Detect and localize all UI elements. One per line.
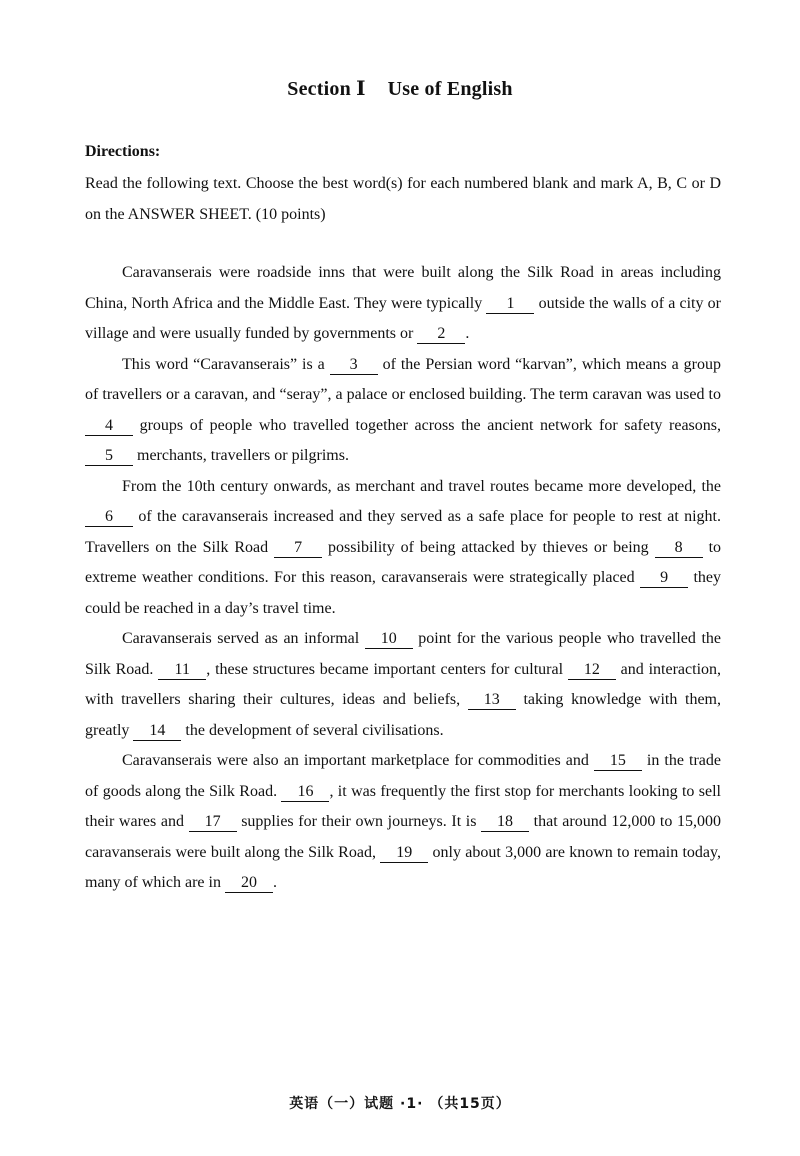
cloze-passage: [85, 258, 721, 899]
blank-7: 7: [274, 539, 322, 558]
text-segment: of the Persian word “karvan”, which means a group of travellers or a caravan, and “seray”, a palace or enclosed building. The term caravan was used to: [85, 355, 721, 403]
directions-text: Read the following text. Choose the best word(s) for each numbered blank and mark A, B, C or D on the ANSWER SHEET. (10 points): [85, 175, 721, 223]
page-footer: 英语（一）试题 ·1· （共15页）: [289, 1096, 511, 1112]
text-segment: to extreme weather conditions. For this reason, caravanserais were strategically placed: [85, 538, 722, 586]
text-segment: possibility of being attacked by thieves or being: [322, 538, 655, 556]
blank-3: 3: [330, 356, 378, 375]
text-segment: merchants, travellers or pilgrims.: [133, 447, 349, 464]
section-number: Section Ⅰ: [287, 78, 366, 100]
text-segment: only about 3,000 are known to remain today, many of which are in: [85, 843, 721, 891]
text-segment: .: [272, 874, 277, 891]
blank-11: 11: [158, 661, 206, 680]
blank-15: 15: [594, 752, 642, 771]
paragraph-4: [85, 624, 721, 746]
text-segment: that around 12,000 to 15,000 caravanserais were built along the Silk Road,: [85, 813, 721, 861]
text-segment: Caravanserais served as an informal: [122, 630, 365, 647]
blank-6: 6: [85, 508, 133, 527]
blank-18: 18: [481, 813, 529, 832]
text-segment: , these structures became important centers for cultural: [206, 660, 568, 678]
text-segment: supplies for their own journeys. It is: [236, 813, 482, 830]
blank-9: 9: [640, 569, 688, 588]
text-segment: taking knowledge with them, greatly: [85, 691, 721, 739]
blank-4: 4: [85, 417, 133, 436]
text-segment: This word “Caravanserais” is a: [122, 355, 330, 373]
text-segment: point for the various people who travelled the Silk Road.: [85, 630, 721, 678]
text-segment: From the 10th century onwards, as merchant and travel routes became more developed, the: [122, 477, 721, 495]
section-name: Use of English: [387, 78, 513, 100]
paragraph-2: [85, 350, 721, 472]
text-segment: they could be reached in a day’s travel time.: [85, 569, 722, 617]
blank-17: 17: [189, 813, 237, 832]
blank-13: 13: [468, 691, 516, 710]
blank-20: 20: [225, 874, 273, 893]
blank-12: 12: [568, 661, 616, 680]
blank-1: 1: [486, 295, 534, 314]
blank-10: 10: [365, 630, 413, 649]
paragraph-1: [85, 258, 721, 350]
text-segment: Caravanserais were also an important marketplace for commodities and: [122, 752, 594, 769]
text-segment: .: [465, 325, 470, 342]
paragraph-3: [85, 472, 721, 625]
text-segment: of the caravanserais increased and they served as a safe place for people to rest at night. Travellers on the Silk Road: [85, 508, 721, 556]
blank-5: 5: [85, 447, 133, 466]
text-segment: , it was frequently the first stop for merchants looking to sell their wares and: [85, 782, 721, 830]
text-segment: the development of several civilisations.: [181, 721, 444, 739]
text-segment: outside the walls of a city or village and were usually funded by governments or: [85, 294, 722, 342]
blank-14: 14: [133, 722, 181, 741]
text-segment: Caravanserais were roadside inns that were built along the Silk Road in areas including China, North Africa and the Middle East. They were typically: [85, 264, 721, 312]
text-segment: in the trade of goods along the Silk Road.: [85, 752, 721, 800]
blank-8: 8: [655, 539, 703, 558]
text-segment: groups of people who travelled together across the ancient network for safety reasons,: [133, 416, 721, 434]
directions-heading: Directions:: [85, 143, 161, 160]
blank-16: 16: [281, 783, 329, 802]
paragraph-5: [85, 746, 721, 899]
text-segment: and interaction, with travellers sharing their cultures, ideas and beliefs,: [85, 660, 722, 708]
blank-2: 2: [417, 325, 465, 344]
section-title: [0, 76, 800, 101]
blank-19: 19: [380, 844, 428, 863]
